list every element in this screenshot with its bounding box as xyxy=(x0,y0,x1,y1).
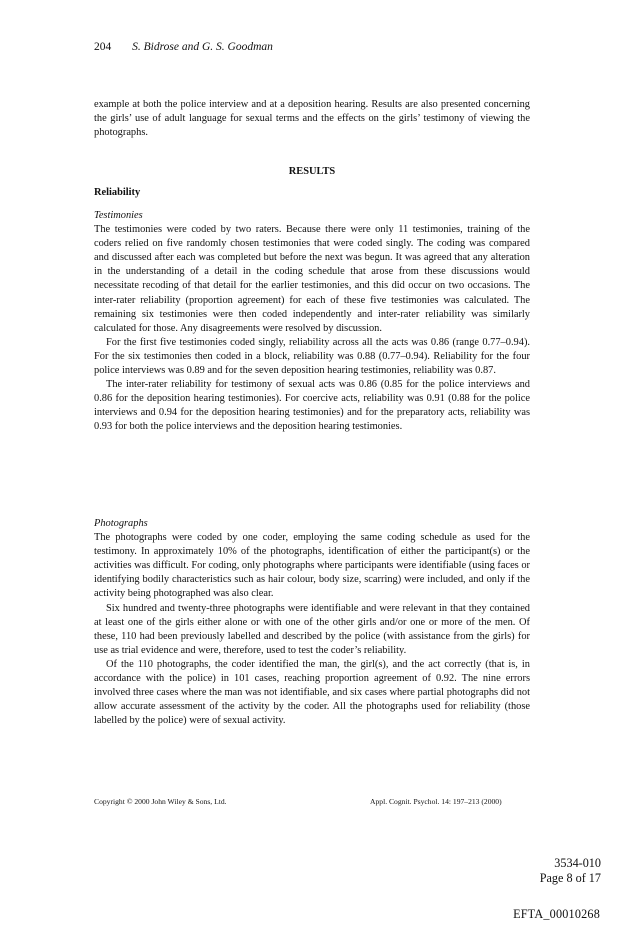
photographs-paragraph-1: The photographs were coded by one coder, employing the same coding schedule as used for the testimony. In approximately 10% of the photographs, identification of either the participant(s) or the activities was difficult. For coding, only photographs where participants were identifiable (using faces or identifying bodily characteristics such as hair colour, body size, scarring) were included, and only if the activity being photographed was also clear. xyxy=(94,532,530,600)
bates-number: EFTA_00010268 xyxy=(513,907,600,921)
intro-section xyxy=(94,98,530,140)
photographs-heading: Photographs xyxy=(94,518,148,529)
testimonies-paragraph-2: For the first five testimonies coded singly, reliability across all the acts was 0.86 (range 0.77–0.94). For the six testimonies then coded in a block, reliability was 0.88 (0.77–0.94). Reliability for the four police interviews was 0.89 and for the seven deposition hearing testimonies, reliability was 0.87. xyxy=(94,336,530,377)
intro-paragraph: example at both the police interview and at a deposition hearing. Results are also presented concerning the girls’ use of adult language for sexual terms and the effects on the girls’ testimony of viewing the photographs. xyxy=(94,99,530,139)
footer-journal-citation: Appl. Cognit. Psychol. 14: 197–213 (2000) xyxy=(370,797,502,806)
document-stamp xyxy=(540,856,601,886)
testimonies-section xyxy=(94,209,530,435)
testimonies-paragraph-3: The inter-rater reliability for testimony of sexual acts was 0.86 (0.85 for the police interviews and 0.86 for the deposition hearing testimonies). For coercive acts, reliability was 0.91 (0.88 for the police interviews and 0.94 for the deposition hearing testimonies) and for the preparatory acts, reliability was 0.93 for both the police interviews and the deposition hearing testimonies. xyxy=(94,379,530,433)
stamp-page-label: Page 8 of 17 xyxy=(539,871,601,885)
results-heading: RESULTS xyxy=(288,166,336,177)
reliability-heading: Reliability xyxy=(94,187,141,198)
stamp-doc-number: 3534-010 xyxy=(554,856,601,870)
footer-copyright: Copyright © 2000 John Wiley & Sons, Ltd. xyxy=(94,797,227,806)
photographs-section xyxy=(94,517,530,728)
running-head-authors: S. Bidrose and G. S. Goodman xyxy=(132,41,273,53)
page-number: 204 xyxy=(94,41,112,53)
testimonies-paragraph-1: The testimonies were coded by two raters. Because there were only 11 testimonies, training of the coders relied on five randomly chosen testimonies that were coded singly. The coding was compared and discussed after each was completed but before the next was begun. It was agreed that any alteration in the understanding of a detail in the coding schedule that arose from these discussions would necessitate recoding of that detail for the earlier testimonies, and this did occur on two occasions. The inter-rater reliability (proportion agreement) for each of these five testimonies was calculated. The remaining six testimonies were then coded independently and inter-rater reliability was similarly calculated for those. Any disagreements were resolved by discussion. xyxy=(94,224,530,334)
running-head xyxy=(94,41,273,53)
testimonies-heading: Testimonies xyxy=(94,210,143,221)
photographs-paragraph-3: Of the 110 photographs, the coder identified the man, the girl(s), and the act correctly (that is, in accordance with the police) in 101 cases, reaching proportion agreement of 0.92. The nine errors involved three cases where the man was not identifiable, and six cases where partial photographs did not allow accurate assessment of the activity by the coder. All the photographs used for reliability (those labelled by the police) were of sexual activity. xyxy=(94,658,530,727)
photographs-paragraph-2: Six hundred and twenty-three photographs were identifiable and were relevant in that they contained at least one of the girls either alone or with one of the other girls and/or one or more of the men. Of these, 110 had been previously labelled and described by the police (with assistance from the girls) for use as trial evidence and were, therefore, used to test the coder’s reliability. xyxy=(94,602,530,656)
